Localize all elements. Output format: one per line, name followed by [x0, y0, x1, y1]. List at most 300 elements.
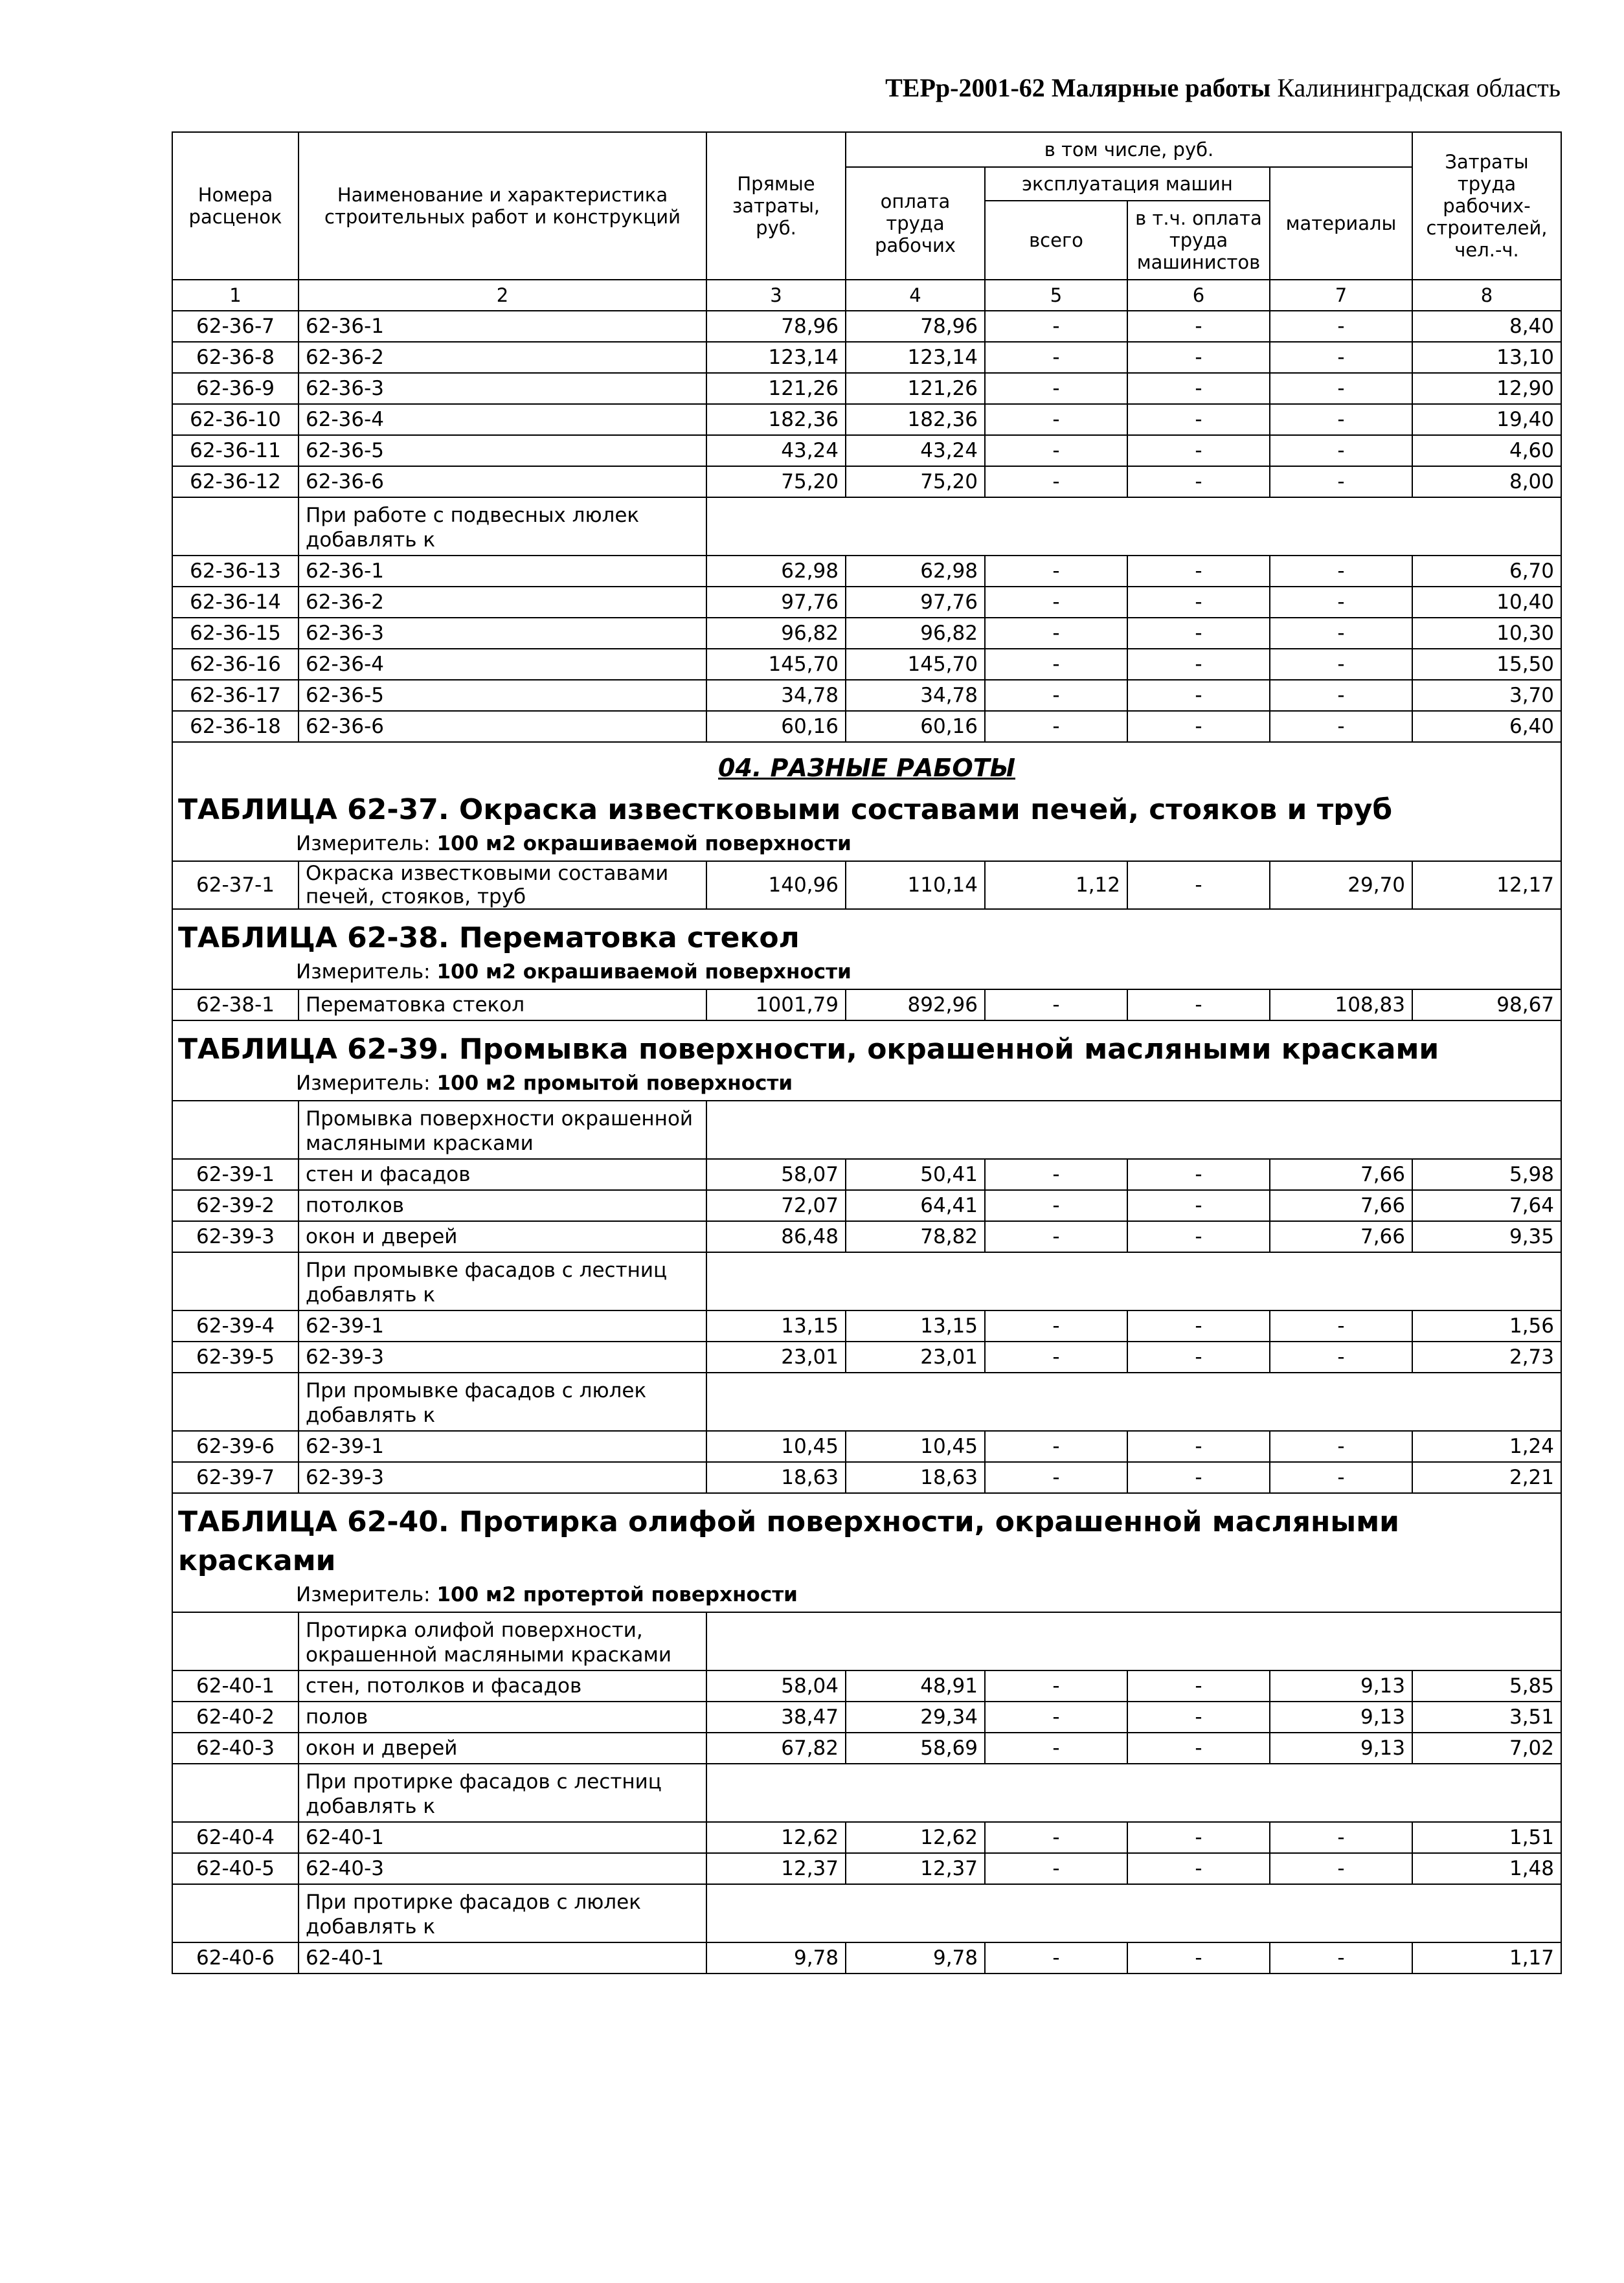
- column-number: 8: [1412, 280, 1561, 311]
- materials-cost: -: [1270, 680, 1412, 711]
- direct-cost: 23,01: [706, 1342, 846, 1373]
- rate-code: 62-36-11: [172, 435, 299, 466]
- rate-code: 62-39-7: [172, 1462, 299, 1493]
- rate-name: 62-36-1: [299, 311, 706, 342]
- table-row: [172, 342, 1561, 373]
- machines-total: -: [985, 1159, 1127, 1190]
- wage-cost: 64,41: [846, 1190, 985, 1221]
- rate-name: 62-36-2: [299, 342, 706, 373]
- col-name-header: Наименование и характеристика строительных работ и конструкций: [299, 132, 706, 280]
- direct-cost: 97,76: [706, 587, 846, 618]
- rate-code: 62-39-6: [172, 1431, 299, 1462]
- machines-total: -: [985, 680, 1127, 711]
- machines-wage: -: [1127, 1942, 1270, 1974]
- labor-hours: 1,17: [1412, 1942, 1561, 1974]
- wage-cost: 13,15: [846, 1310, 985, 1342]
- wage-cost: 96,82: [846, 618, 985, 649]
- rate-code: 62-39-4: [172, 1310, 299, 1342]
- rates-table: [172, 131, 1562, 1974]
- materials-cost: 7,66: [1270, 1221, 1412, 1252]
- column-number: 4: [846, 280, 985, 311]
- header-title: Малярные работы: [1051, 73, 1271, 102]
- wage-cost: 892,96: [846, 989, 985, 1020]
- table-title-row: [172, 742, 1561, 861]
- col-materials-header: материалы: [1270, 167, 1412, 280]
- rate-code: 62-36-10: [172, 404, 299, 435]
- rate-code: 62-39-3: [172, 1221, 299, 1252]
- band-cell: [172, 909, 1561, 989]
- table-row: [172, 311, 1561, 342]
- rate-name: 62-36-3: [299, 618, 706, 649]
- labor-hours: 13,10: [1412, 342, 1561, 373]
- direct-cost: 140,96: [706, 861, 846, 909]
- materials-cost: -: [1270, 435, 1412, 466]
- table-row: [172, 404, 1561, 435]
- machines-total: -: [985, 342, 1127, 373]
- labor-hours: 98,67: [1412, 989, 1561, 1020]
- materials-cost: 108,83: [1270, 989, 1412, 1020]
- rate-name: стен, потолков и фасадов: [299, 1670, 706, 1702]
- machines-wage: -: [1127, 1733, 1270, 1764]
- machines-wage: -: [1127, 711, 1270, 742]
- rate-name: 62-36-2: [299, 587, 706, 618]
- machines-total: -: [985, 587, 1127, 618]
- rate-name: Перематовка стекол: [299, 989, 706, 1020]
- wage-cost: 58,69: [846, 1733, 985, 1764]
- labor-hours: 1,48: [1412, 1853, 1561, 1884]
- rate-code: 62-36-17: [172, 680, 299, 711]
- column-number: 3: [706, 280, 846, 311]
- table-row: [172, 435, 1561, 466]
- machines-wage: -: [1127, 989, 1270, 1020]
- note-empty-cell: [706, 1252, 1561, 1310]
- direct-cost: 67,82: [706, 1733, 846, 1764]
- rate-code: 62-36-12: [172, 466, 299, 497]
- machines-total: -: [985, 1853, 1127, 1884]
- machines-total: -: [985, 1190, 1127, 1221]
- machines-wage: -: [1127, 1670, 1270, 1702]
- note-row: [172, 1252, 1561, 1310]
- rate-name: окон и дверей: [299, 1221, 706, 1252]
- direct-cost: 12,37: [706, 1853, 846, 1884]
- wage-cost: 43,24: [846, 435, 985, 466]
- column-number-row: [172, 280, 1561, 311]
- direct-cost: 58,07: [706, 1159, 846, 1190]
- note-text: При промывке фасадов с лестниц добавлять к: [299, 1252, 706, 1310]
- machines-total: -: [985, 1942, 1127, 1974]
- meter-line: [178, 958, 1555, 986]
- materials-cost: -: [1270, 1342, 1412, 1373]
- machines-total: -: [985, 1702, 1127, 1733]
- rate-name: 62-40-1: [299, 1822, 706, 1853]
- labor-hours: 12,90: [1412, 373, 1561, 404]
- machines-wage: -: [1127, 1431, 1270, 1462]
- col-wage-header: оплата труда рабочих: [846, 167, 985, 280]
- table-row: [172, 711, 1561, 742]
- materials-cost: -: [1270, 466, 1412, 497]
- wage-cost: 12,62: [846, 1822, 985, 1853]
- column-number: 5: [985, 280, 1127, 311]
- rate-code: 62-40-3: [172, 1733, 299, 1764]
- machines-total: -: [985, 435, 1127, 466]
- machines-wage: -: [1127, 373, 1270, 404]
- machines-wage: -: [1127, 435, 1270, 466]
- note-code-cell: [172, 497, 299, 556]
- col-mach-wage-header: в т.ч. оплата труда машинистов: [1127, 201, 1270, 280]
- machines-wage: -: [1127, 311, 1270, 342]
- materials-cost: -: [1270, 373, 1412, 404]
- table-title: ТАБЛИЦА 62-38. Перематовка стекол: [178, 921, 800, 954]
- labor-hours: 9,35: [1412, 1221, 1561, 1252]
- machines-wage: -: [1127, 466, 1270, 497]
- machines-wage: -: [1127, 1462, 1270, 1493]
- direct-cost: 38,47: [706, 1702, 846, 1733]
- materials-cost: -: [1270, 1942, 1412, 1974]
- band-cell: [172, 1493, 1561, 1612]
- rate-code: 62-36-18: [172, 711, 299, 742]
- labor-hours: 8,00: [1412, 466, 1561, 497]
- materials-cost: -: [1270, 311, 1412, 342]
- column-number: 1: [172, 280, 299, 311]
- wage-cost: 10,45: [846, 1431, 985, 1462]
- materials-cost: -: [1270, 1822, 1412, 1853]
- wage-cost: 121,26: [846, 373, 985, 404]
- rate-name: 62-39-3: [299, 1342, 706, 1373]
- rate-name: 62-36-6: [299, 711, 706, 742]
- machines-wage: -: [1127, 1221, 1270, 1252]
- note-text: При протирке фасадов с люлек добавлять к: [299, 1884, 706, 1942]
- machines-total: 1,12: [985, 861, 1127, 909]
- wage-cost: 78,82: [846, 1221, 985, 1252]
- table-row: [172, 680, 1561, 711]
- note-row: [172, 1101, 1561, 1159]
- note-code-cell: [172, 1373, 299, 1431]
- table-row: [172, 861, 1561, 909]
- table-row: [172, 1462, 1561, 1493]
- labor-hours: 7,02: [1412, 1733, 1561, 1764]
- direct-cost: 75,20: [706, 466, 846, 497]
- table-row: [172, 1431, 1561, 1462]
- labor-hours: 2,73: [1412, 1342, 1561, 1373]
- labor-hours: 5,85: [1412, 1670, 1561, 1702]
- table-title: ТАБЛИЦА 62-39. Промывка поверхности, окрашенной масляными красками: [178, 1033, 1439, 1066]
- machines-total: -: [985, 311, 1127, 342]
- meter-value: 100 м2 промытой поверхности: [436, 1072, 793, 1095]
- rate-name: 62-36-4: [299, 649, 706, 680]
- note-text: При протирке фасадов с лестниц добавлять к: [299, 1764, 706, 1822]
- table-row: [172, 1670, 1561, 1702]
- rate-code: 62-40-4: [172, 1822, 299, 1853]
- machines-total: -: [985, 1733, 1127, 1764]
- machines-total: -: [985, 1221, 1127, 1252]
- meter-value: 100 м2 окрашиваемой поверхности: [436, 960, 851, 984]
- direct-cost: 10,45: [706, 1431, 846, 1462]
- rate-name: Окраска известковыми составами печей, стояков, труб: [299, 861, 706, 909]
- labor-hours: 3,70: [1412, 680, 1561, 711]
- column-number: 7: [1270, 280, 1412, 311]
- band-cell: [172, 742, 1561, 861]
- machines-total: -: [985, 1670, 1127, 1702]
- rate-code: 62-38-1: [172, 989, 299, 1020]
- machines-total: -: [985, 373, 1127, 404]
- labor-hours: 1,24: [1412, 1431, 1561, 1462]
- direct-cost: 182,36: [706, 404, 846, 435]
- wage-cost: 9,78: [846, 1942, 985, 1974]
- wage-cost: 29,34: [846, 1702, 985, 1733]
- direct-cost: 86,48: [706, 1221, 846, 1252]
- direct-cost: 1001,79: [706, 989, 846, 1020]
- machines-wage: -: [1127, 1702, 1270, 1733]
- materials-cost: 9,13: [1270, 1670, 1412, 1702]
- labor-hours: 5,98: [1412, 1159, 1561, 1190]
- column-number: 2: [299, 280, 706, 311]
- note-empty-cell: [706, 497, 1561, 556]
- wage-cost: 50,41: [846, 1159, 985, 1190]
- table-row: [172, 466, 1561, 497]
- direct-cost: 78,96: [706, 311, 846, 342]
- machines-total: -: [985, 466, 1127, 497]
- machines-total: -: [985, 618, 1127, 649]
- direct-cost: 72,07: [706, 1190, 846, 1221]
- rate-name: 62-36-3: [299, 373, 706, 404]
- machines-wage: -: [1127, 342, 1270, 373]
- rate-code: 62-36-9: [172, 373, 299, 404]
- wage-cost: 97,76: [846, 587, 985, 618]
- rate-name: 62-36-4: [299, 404, 706, 435]
- rate-name: 62-39-3: [299, 1462, 706, 1493]
- table-title: ТАБЛИЦА 62-40. Протирка олифой поверхности, окрашенной масляными красками: [178, 1505, 1399, 1577]
- rate-code: 62-36-13: [172, 556, 299, 587]
- note-text: Промывка поверхности окрашенной масляными красками: [299, 1101, 706, 1159]
- machines-total: -: [985, 1462, 1127, 1493]
- note-row: [172, 497, 1561, 556]
- materials-cost: 9,13: [1270, 1733, 1412, 1764]
- machines-wage: -: [1127, 1853, 1270, 1884]
- note-row: [172, 1764, 1561, 1822]
- note-row: [172, 1612, 1561, 1670]
- direct-cost: 60,16: [706, 711, 846, 742]
- materials-cost: -: [1270, 711, 1412, 742]
- meter-label: Измеритель:: [296, 1072, 431, 1095]
- note-text: При промывке фасадов с люлек добавлять к: [299, 1373, 706, 1431]
- meter-value: 100 м2 протертой поверхности: [436, 1583, 798, 1606]
- table-row: [172, 1159, 1561, 1190]
- meter-line: [178, 1580, 1555, 1609]
- col-code-header: Номера расценок: [172, 132, 299, 280]
- note-empty-cell: [706, 1612, 1561, 1670]
- meter-label: Измеритель:: [296, 832, 431, 855]
- note-code-cell: [172, 1612, 299, 1670]
- rate-name: полов: [299, 1702, 706, 1733]
- rate-code: 62-40-5: [172, 1853, 299, 1884]
- materials-cost: -: [1270, 342, 1412, 373]
- note-row: [172, 1373, 1561, 1431]
- table-row: [172, 1733, 1561, 1764]
- table-title-row: [172, 909, 1561, 989]
- labor-hours: 10,40: [1412, 587, 1561, 618]
- rate-name: 62-36-1: [299, 556, 706, 587]
- note-code-cell: [172, 1764, 299, 1822]
- meter-label: Измеритель:: [296, 1583, 431, 1606]
- table-row: [172, 649, 1561, 680]
- table-title-row: [172, 1020, 1561, 1101]
- labor-hours: 7,64: [1412, 1190, 1561, 1221]
- wage-cost: 123,14: [846, 342, 985, 373]
- materials-cost: -: [1270, 404, 1412, 435]
- wage-cost: 75,20: [846, 466, 985, 497]
- direct-cost: 121,26: [706, 373, 846, 404]
- machines-wage: -: [1127, 618, 1270, 649]
- rate-code: 62-37-1: [172, 861, 299, 909]
- machines-total: -: [985, 1822, 1127, 1853]
- machines-wage: -: [1127, 680, 1270, 711]
- table-row: [172, 1190, 1561, 1221]
- machines-wage: -: [1127, 1310, 1270, 1342]
- rate-name: 62-36-5: [299, 435, 706, 466]
- labor-hours: 4,60: [1412, 435, 1561, 466]
- note-text: Протирка олифой поверхности, окрашенной масляными красками: [299, 1612, 706, 1670]
- machines-wage: -: [1127, 556, 1270, 587]
- machines-wage: -: [1127, 587, 1270, 618]
- rate-code: 62-36-16: [172, 649, 299, 680]
- labor-hours: 6,70: [1412, 556, 1561, 587]
- labor-hours: 15,50: [1412, 649, 1561, 680]
- rate-code: 62-36-8: [172, 342, 299, 373]
- labor-hours: 19,40: [1412, 404, 1561, 435]
- header-code: ТЕРр-2001-62: [885, 73, 1045, 102]
- direct-cost: 62,98: [706, 556, 846, 587]
- note-empty-cell: [706, 1764, 1561, 1822]
- labor-hours: 12,17: [1412, 861, 1561, 909]
- wage-cost: 23,01: [846, 1342, 985, 1373]
- wage-cost: 145,70: [846, 649, 985, 680]
- wage-cost: 12,37: [846, 1853, 985, 1884]
- machines-wage: -: [1127, 861, 1270, 909]
- direct-cost: 34,78: [706, 680, 846, 711]
- wage-cost: 48,91: [846, 1670, 985, 1702]
- table-title-row: [172, 1493, 1561, 1612]
- rate-code: 62-36-15: [172, 618, 299, 649]
- rate-code: 62-40-6: [172, 1942, 299, 1974]
- materials-cost: 7,66: [1270, 1190, 1412, 1221]
- rates-sheet: [172, 131, 1561, 1974]
- machines-wage: -: [1127, 649, 1270, 680]
- rate-name: 62-36-6: [299, 466, 706, 497]
- direct-cost: 13,15: [706, 1310, 846, 1342]
- meter-line: [178, 1069, 1555, 1097]
- document-header: [764, 73, 1561, 103]
- table-row: [172, 1822, 1561, 1853]
- machines-wage: -: [1127, 1190, 1270, 1221]
- machines-total: -: [985, 1310, 1127, 1342]
- table-title: ТАБЛИЦА 62-37. Окраска известковыми составами печей, стояков и труб: [178, 793, 1393, 826]
- meter-line: [178, 829, 1555, 858]
- materials-cost: -: [1270, 1310, 1412, 1342]
- labor-hours: 8,40: [1412, 311, 1561, 342]
- rate-name: потолков: [299, 1190, 706, 1221]
- labor-hours: 6,40: [1412, 711, 1561, 742]
- labor-hours: 10,30: [1412, 618, 1561, 649]
- materials-cost: 29,70: [1270, 861, 1412, 909]
- direct-cost: 9,78: [706, 1942, 846, 1974]
- machines-wage: -: [1127, 404, 1270, 435]
- col-machines-header: эксплуатация машин: [985, 167, 1270, 201]
- rate-code: 62-40-1: [172, 1670, 299, 1702]
- direct-cost: 58,04: [706, 1670, 846, 1702]
- table-row: [172, 1310, 1561, 1342]
- machines-total: -: [985, 649, 1127, 680]
- rate-code: 62-40-2: [172, 1702, 299, 1733]
- machines-total: -: [985, 1342, 1127, 1373]
- note-empty-cell: [706, 1101, 1561, 1159]
- table-row: [172, 1702, 1561, 1733]
- materials-cost: -: [1270, 618, 1412, 649]
- materials-cost: -: [1270, 1853, 1412, 1884]
- note-code-cell: [172, 1884, 299, 1942]
- materials-cost: -: [1270, 556, 1412, 587]
- rate-name: 62-39-1: [299, 1310, 706, 1342]
- direct-cost: 18,63: [706, 1462, 846, 1493]
- table-row: [172, 556, 1561, 587]
- labor-hours: 1,51: [1412, 1822, 1561, 1853]
- meter-label: Измеритель:: [296, 960, 431, 984]
- col-mach-total-header: всего: [985, 201, 1127, 280]
- labor-hours: 3,51: [1412, 1702, 1561, 1733]
- direct-cost: 43,24: [706, 435, 846, 466]
- wage-cost: 34,78: [846, 680, 985, 711]
- wage-cost: 18,63: [846, 1462, 985, 1493]
- direct-cost: 123,14: [706, 342, 846, 373]
- direct-cost: 145,70: [706, 649, 846, 680]
- labor-hours: 1,56: [1412, 1310, 1561, 1342]
- materials-cost: 7,66: [1270, 1159, 1412, 1190]
- table-row: [172, 618, 1561, 649]
- table-row: [172, 373, 1561, 404]
- machines-total: -: [985, 711, 1127, 742]
- rate-name: 62-40-1: [299, 1942, 706, 1974]
- rate-code: 62-39-5: [172, 1342, 299, 1373]
- rate-name: 62-40-3: [299, 1853, 706, 1884]
- table-header: [172, 132, 1561, 311]
- machines-wage: -: [1127, 1159, 1270, 1190]
- section-title: 04. РАЗНЫЕ РАБОТЫ: [718, 754, 1015, 782]
- note-row: [172, 1884, 1561, 1942]
- table-row: [172, 1342, 1561, 1373]
- table-row: [172, 1942, 1561, 1974]
- col-incl-header: в том числе, руб.: [846, 132, 1412, 167]
- machines-total: -: [985, 404, 1127, 435]
- wage-cost: 60,16: [846, 711, 985, 742]
- wage-cost: 62,98: [846, 556, 985, 587]
- table-row: [172, 587, 1561, 618]
- header-region: Калининградская область: [1277, 73, 1561, 102]
- wage-cost: 182,36: [846, 404, 985, 435]
- note-empty-cell: [706, 1884, 1561, 1942]
- table-row: [172, 989, 1561, 1020]
- machines-total: -: [985, 989, 1127, 1020]
- machines-wage: -: [1127, 1822, 1270, 1853]
- labor-hours: 2,21: [1412, 1462, 1561, 1493]
- note-code-cell: [172, 1101, 299, 1159]
- meter-value: 100 м2 окрашиваемой поверхности: [436, 832, 851, 855]
- materials-cost: -: [1270, 587, 1412, 618]
- col-labor-header: Затраты труда рабочих-строителей, чел.-ч.: [1412, 132, 1561, 280]
- note-empty-cell: [706, 1373, 1561, 1431]
- table-body: [172, 311, 1561, 1974]
- rate-name: окон и дверей: [299, 1733, 706, 1764]
- machines-total: -: [985, 556, 1127, 587]
- rate-name: 62-39-1: [299, 1431, 706, 1462]
